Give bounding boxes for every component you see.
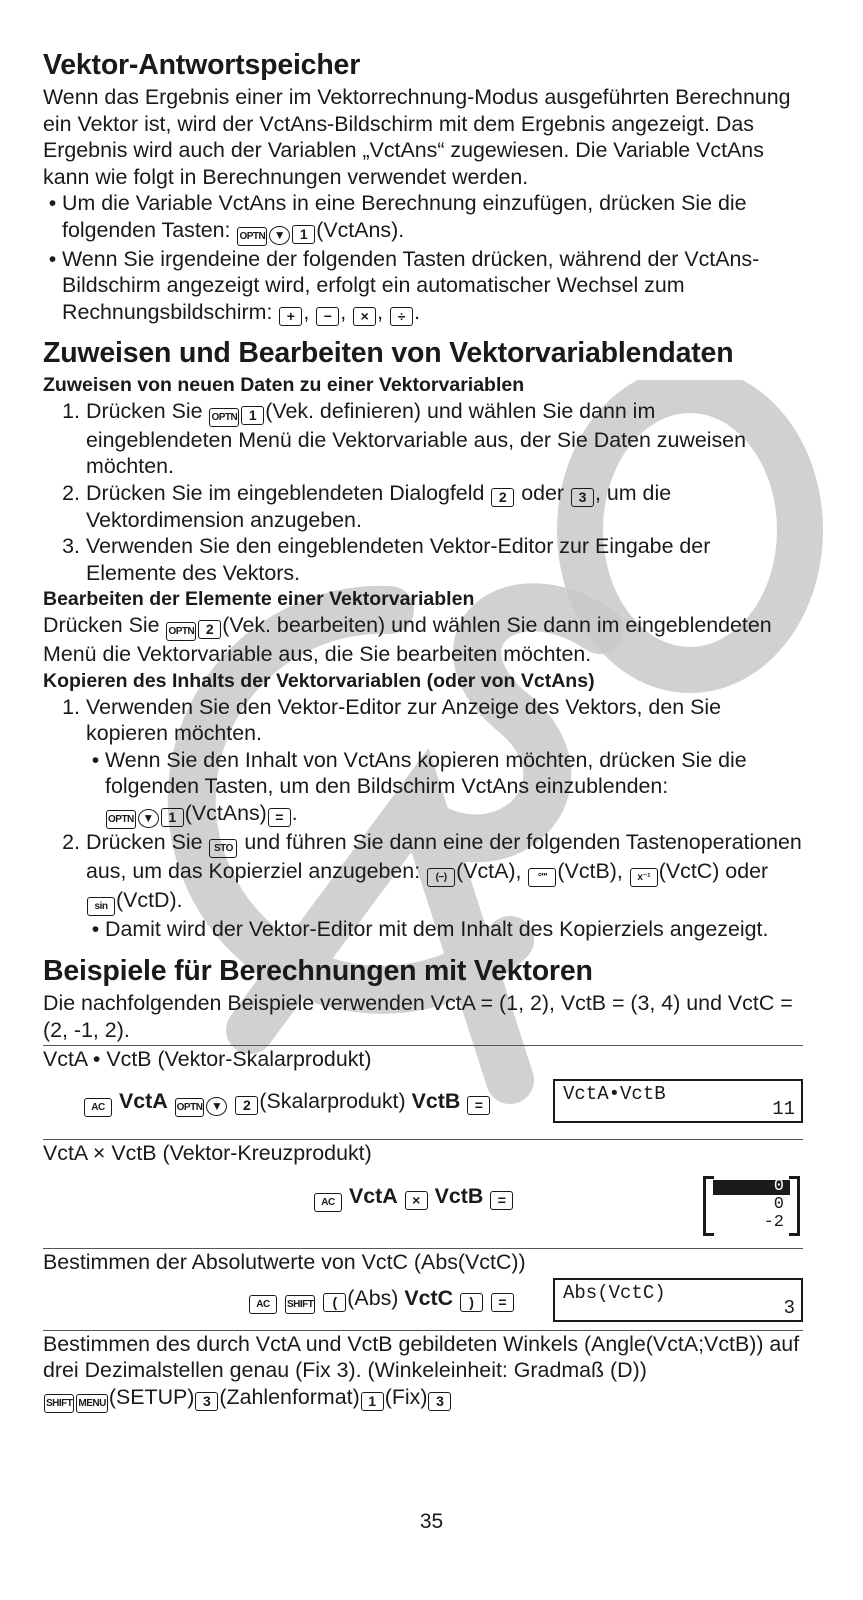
key-3-icon: 3	[195, 1392, 218, 1411]
copy-step-1-bullet: • Wenn Sie den Inhalt von VctAns kopieren möchten, drücken Sie die folgenden Tasten, um den Bildschirm VctAns einzublenden: OPTN ▼ 1 (VctAns) = .	[86, 747, 803, 829]
paragraph-examples-intro: Die nachfolgenden Beispiele verwenden VctA = (1, 2), VctB = (3, 4) und VctC = (2, -1, 2).	[43, 991, 793, 1042]
subheading-zuweisen-neuer-daten: Zuweisen von neuen Daten zu einer Vektorvariablen	[43, 373, 525, 396]
copy-step-1: 1. Verwenden Sie den Vektor-Editor zur Anzeige des Vektors, den Sie kopieren möchten.	[62, 694, 721, 745]
key-2-icon: 2	[198, 620, 221, 639]
example-1-row	[43, 1073, 803, 1129]
paragraph-vctans-intro: Wenn das Ergebnis einer im Vektorrechnung-Modus ausgeführten Berechnung ein Vektor ist, wird der VctAns-Bildschirm mit dem Ergebnis angezeigt. Das Ergebnis wird auch der Variablen „VctAns“ zugewiesen. Die Variable VctAns kann wie folgt in Berechnungen verwendet werden.	[43, 85, 791, 189]
example-4-keys: SHIFT MENU (SETUP) 3 (Zahlenformat) 1 (Fix) 3	[43, 1384, 803, 1413]
vector-element: -2	[763, 1213, 784, 1232]
key-1-icon: 1	[292, 225, 315, 244]
key-1-icon: 1	[161, 808, 184, 827]
down-arrow-key-icon: ▼	[138, 809, 159, 828]
vector-element: 0	[773, 1177, 784, 1196]
optn-key-icon: OPTN	[106, 810, 136, 829]
bullet-insert-vctans: • Um die Variable VctAns in eine Berechnung einzufügen, drücken Sie die folgenden Tasten: OPTN ▼ 1 (VctAns).	[43, 190, 803, 246]
times-key-icon: ×	[353, 307, 376, 326]
key-1-icon: 1	[241, 406, 264, 425]
negative-key-icon: (−)	[427, 868, 455, 887]
step-2-dimension: 2. Drücken Sie im eingeblendeten Dialogfeld 2 oder 3 , um die Vektordimension anzugeben.	[62, 480, 672, 532]
divide-key-icon: ÷	[390, 307, 413, 326]
calculator-display-3: Abs(VctC) 3	[553, 1278, 803, 1322]
example-2-keys: AC VctA × VctB =	[313, 1184, 514, 1212]
calculator-vector-display-2	[703, 1176, 800, 1234]
key-3-icon: 3	[428, 1392, 451, 1411]
menu-key-icon: MENU	[76, 1394, 107, 1413]
subheading-bearbeiten: Bearbeiten der Elemente einer Vektorvariablen	[43, 588, 475, 610]
optn-key-icon: OPTN	[237, 227, 267, 246]
calculator-display-1: VctA•VctB 11	[553, 1079, 803, 1123]
minus-key-icon: −	[316, 307, 339, 326]
ac-key-icon: AC	[249, 1295, 277, 1314]
ac-key-icon: AC	[84, 1098, 112, 1117]
down-arrow-key-icon: ▼	[206, 1097, 227, 1116]
copy-step-2: 2. Drücken Sie STO und führen Sie dann eine der folgenden Tastenoperationen aus, um das Kopierziel anzugeben: (−) (VctA), °''' (VctB), x⁻¹ (VctC) oder sin (VctD).	[43, 829, 803, 916]
sin-key-icon: sin	[87, 897, 115, 916]
section-heading-zuweisen: Zuweisen und Bearbeiten von Vektorvariablendaten	[43, 336, 734, 369]
shift-key-icon: SHIFT	[285, 1295, 315, 1314]
optn-key-icon: OPTN	[166, 622, 196, 641]
right-paren-key-icon: )	[460, 1293, 483, 1312]
vector-element: 0	[773, 1195, 784, 1214]
page-number: 35	[419, 1510, 444, 1533]
example-2-title: VctA × VctB (Vektor-Kreuzprodukt)	[43, 1140, 372, 1165]
example-3-row	[43, 1276, 803, 1328]
equals-key-icon: =	[490, 1191, 513, 1210]
section-heading-vektor-antwortspeicher: Vektor-Antwortspeicher	[43, 49, 361, 81]
optn-key-icon: OPTN	[209, 408, 239, 427]
example-3-keys: AC SHIFT ( (Abs) VctC ) =	[248, 1286, 515, 1314]
section-heading-beispiele: Beispiele für Berechnungen mit Vektoren	[43, 955, 593, 987]
step-3-editor: 3. Verwenden Sie den eingeblendeten Vektor-Editor zur Eingabe der Elemente des Vektors.	[62, 534, 711, 585]
key-1-icon: 1	[361, 1392, 384, 1411]
equals-key-icon: =	[491, 1293, 514, 1312]
down-arrow-key-icon: ▼	[269, 226, 290, 245]
left-paren-key-icon: (	[323, 1293, 346, 1312]
plus-key-icon: +	[279, 307, 302, 326]
equals-key-icon: =	[467, 1096, 490, 1115]
shift-key-icon: SHIFT	[44, 1394, 74, 1413]
times-key-icon: ×	[405, 1191, 428, 1210]
example-2-row	[43, 1166, 803, 1234]
subheading-kopieren: Kopieren des Inhalts der Vektorvariablen (oder von VctAns)	[43, 669, 595, 692]
ac-key-icon: AC	[314, 1193, 342, 1212]
equals-key-icon: =	[268, 808, 291, 827]
sto-key-icon: STO	[209, 839, 237, 858]
key-2-icon: 2	[491, 488, 514, 507]
manual-page	[43, 46, 803, 1413]
reciprocal-key-icon: x⁻¹	[630, 868, 658, 887]
example-1-keys: AC VctA OPTN ▼ 2 (Skalarprodukt) VctB =	[83, 1089, 491, 1117]
degree-key-icon: °'''	[528, 868, 556, 887]
key-2-icon: 2	[235, 1096, 258, 1115]
copy-step-2-bullet: • Damit wird der Vektor-Editor mit dem Inhalt des Kopierziels angezeigt.	[91, 916, 769, 941]
optn-key-icon: OPTN	[175, 1098, 205, 1117]
paragraph-edit: Drücken Sie OPTN 2 (Vek. bearbeiten) und wählen Sie dann im eingeblendeten Menü die Vektorvariable aus, die Sie bearbeiten möchten.	[43, 613, 772, 666]
bullet-auto-switch: • Wenn Sie irgendeine der folgenden Tasten drücken, während der VctAns-Bildschirm angezeigt wird, erfolgt ein automatischer Wechsel zum Rechnungsbildschirm: + , − , × , ÷ .	[48, 246, 760, 324]
example-3-title: Bestimmen der Absolutwerte von VctC (Abs(VctC))	[43, 1250, 526, 1274]
step-1-define: 1. Drücken Sie OPTN 1 (Vek. definieren) und wählen Sie dann im eingeblendeten Menü die Vektorvariable aus, der Sie Daten zuweisen möchten.	[62, 398, 746, 478]
example-4-title: Bestimmen des durch VctA und VctB gebildeten Winkels (Angle(VctA;VctB)) auf drei Dezimalstellen genau (Fix 3). (Winkeleinheit: Gradmaß (D))	[43, 1331, 800, 1382]
example-1-title: VctA • VctB (Vektor-Skalarprodukt)	[43, 1047, 372, 1071]
key-3-icon: 3	[571, 488, 594, 507]
